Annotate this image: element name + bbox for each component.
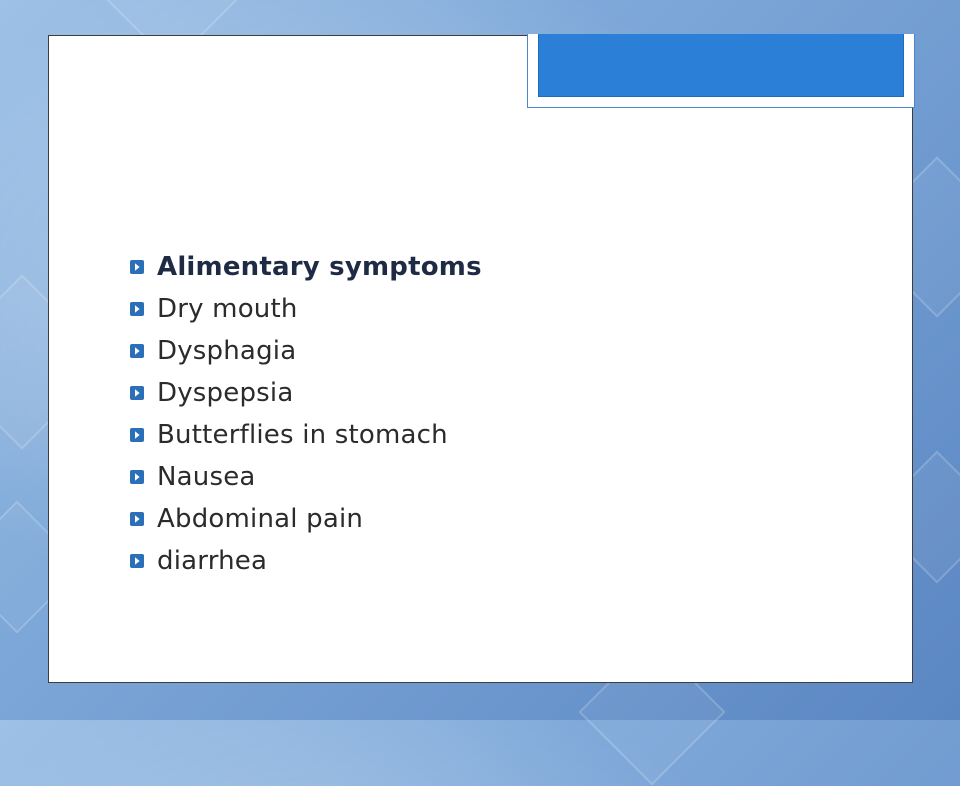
bullet-text: Dry mouth xyxy=(157,294,298,324)
square-arrow-right-icon xyxy=(130,428,144,442)
square-arrow-right-icon xyxy=(130,260,144,274)
square-arrow-right-icon xyxy=(130,302,144,316)
bullet-item xyxy=(130,288,482,330)
title-tab-accent-bar xyxy=(538,34,904,97)
bullet-list xyxy=(130,246,482,582)
bullet-item xyxy=(130,414,482,456)
square-arrow-right-icon xyxy=(130,470,144,484)
square-arrow-right-icon xyxy=(130,344,144,358)
square-arrow-right-icon xyxy=(130,386,144,400)
bullet-text: diarrhea xyxy=(157,546,268,576)
bullet-item-heading xyxy=(130,246,482,288)
bullet-text: Abdominal pain xyxy=(157,504,364,534)
bullet-heading-text: Alimentary symptoms xyxy=(157,252,482,282)
bullet-item xyxy=(130,540,482,582)
bullet-text: Butterflies in stomach xyxy=(157,420,448,450)
square-arrow-right-icon xyxy=(130,512,144,526)
square-arrow-right-icon xyxy=(130,554,144,568)
bullet-text: Dysphagia xyxy=(157,336,297,366)
bullet-item xyxy=(130,372,482,414)
title-tab xyxy=(527,34,915,108)
bullet-item xyxy=(130,456,482,498)
bullet-item xyxy=(130,498,482,540)
bullet-text: Nausea xyxy=(157,462,256,492)
bullet-text: Dyspepsia xyxy=(157,378,294,408)
bullet-item xyxy=(130,330,482,372)
